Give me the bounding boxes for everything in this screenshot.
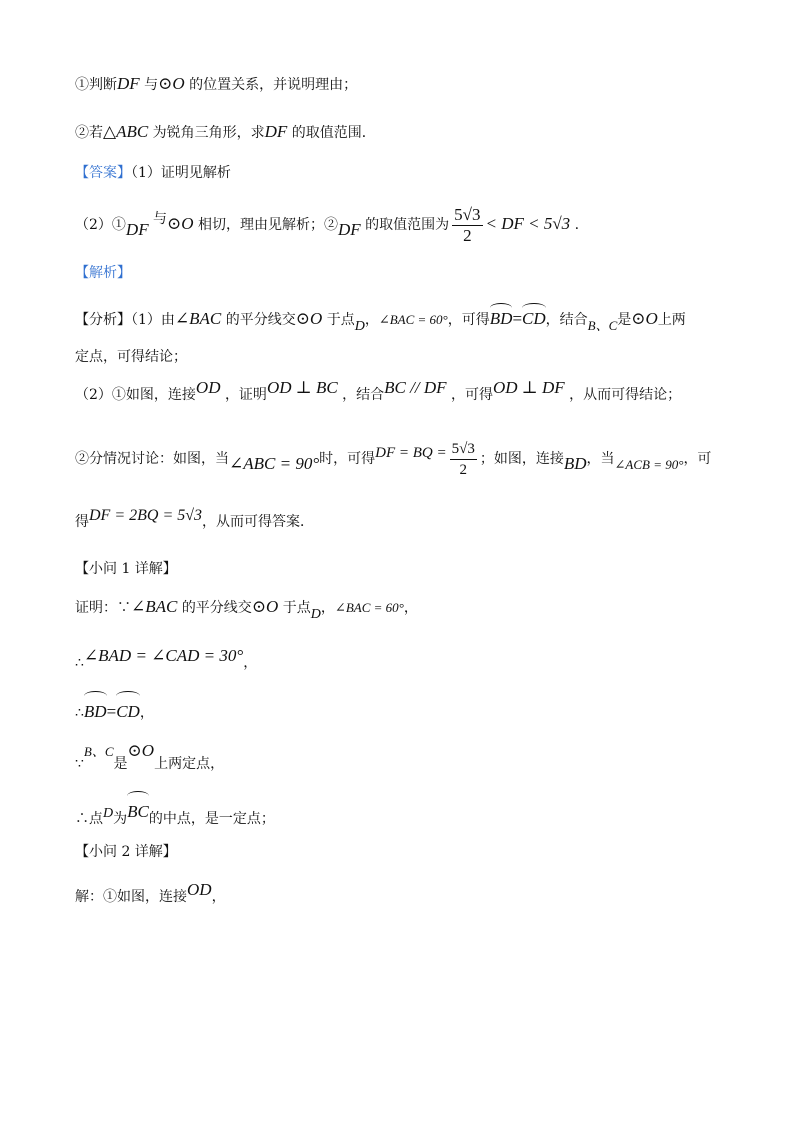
math-circle-o: ⊙O	[167, 214, 194, 233]
math-arc-bc: BC	[127, 792, 149, 827]
text: 解：①如图，连接	[75, 889, 187, 905]
text: 为	[113, 811, 128, 827]
text: 【分析】（1）由	[75, 312, 175, 328]
math-d: D	[103, 806, 114, 821]
fraction-denominator: 2	[459, 461, 467, 478]
math-od: OD	[195, 378, 221, 397]
math-arc-bd: BD	[490, 304, 513, 329]
part1-heading	[75, 559, 760, 579]
fraction-5sqrt3-over-2	[452, 205, 482, 246]
answer-tag: 【答案】	[75, 165, 131, 181]
math-d: D	[354, 319, 365, 334]
math-equals: =	[106, 702, 117, 721]
text: ，结合	[545, 312, 588, 328]
text: ∴	[75, 655, 84, 671]
math-od: OD	[187, 880, 212, 899]
text: （2）①如图，连接	[75, 387, 196, 403]
line-proof-2	[75, 641, 760, 671]
math-df-bq: DF = BQ =	[375, 445, 447, 461]
math-df: DF	[125, 220, 149, 239]
text: ，从而可得答案．	[202, 514, 315, 530]
text: 相切，理由见解析；②	[198, 217, 339, 233]
text: ，结合	[342, 387, 385, 403]
text: ，	[211, 889, 226, 905]
text: ①判断	[75, 77, 117, 93]
math-b-c: B、C	[587, 318, 618, 333]
text: ②若	[75, 125, 103, 141]
math-df: DF	[338, 220, 361, 239]
text: ②分情况讨论：如图，当	[75, 451, 229, 467]
line-analysis-2	[75, 347, 760, 367]
math-range: < DF < 5√3	[485, 214, 571, 233]
text: ，可得	[450, 387, 493, 403]
answer-line	[75, 163, 760, 183]
line-analysis-1	[75, 304, 760, 334]
math-df: DF	[117, 74, 140, 93]
fraction-5sqrt3-over-2	[450, 439, 477, 480]
fraction-numerator: 5√3	[450, 439, 477, 460]
line-solution-1	[75, 873, 760, 907]
text: 的平分线交	[181, 600, 252, 616]
text: 与	[144, 77, 159, 93]
text: 是	[617, 312, 632, 328]
math-d: D	[310, 607, 321, 622]
text: 为锐角三角形，求	[152, 125, 265, 141]
line-analysis-4	[75, 436, 760, 480]
answer-part2-line	[75, 204, 760, 244]
line-analysis-3	[75, 378, 760, 405]
text: ，	[243, 655, 258, 671]
math-angle-abc-90: ∠ABC = 90°	[229, 454, 320, 473]
math-circle-o: ⊙O	[295, 309, 323, 328]
text: 证明：∵	[75, 600, 131, 616]
math-od-perp-df: OD ⊥ DF	[492, 378, 565, 397]
text: 上两	[657, 312, 686, 328]
fraction-numerator: 5√3	[454, 204, 481, 224]
math-circle-o: ⊙O	[631, 309, 658, 328]
answer-text: （1）证明见解析	[131, 165, 231, 181]
math-circle-o: ⊙O	[158, 74, 185, 93]
math-bc-parallel-df: BC // DF	[384, 378, 447, 397]
math-bd: BD	[563, 454, 587, 473]
text: 的取值范围．	[291, 125, 376, 141]
text: ，	[403, 600, 418, 616]
math-angle-bac: ∠BAC	[174, 309, 222, 328]
math-circle-o: ⊙O	[127, 741, 155, 760]
text: 上两定点，	[154, 756, 225, 772]
fraction-denominator: 2	[463, 225, 472, 245]
text: ∵	[75, 756, 84, 772]
math-equals: =	[512, 309, 523, 328]
text: 的取值范围为	[365, 217, 450, 233]
math-arc-cd: CD	[116, 692, 140, 727]
line-acute-triangle	[75, 122, 760, 143]
text: ∴点	[75, 811, 103, 827]
math-df: DF	[264, 122, 288, 141]
text: 与	[153, 211, 168, 227]
line-judge-df	[75, 74, 760, 95]
text: ，可得	[447, 312, 490, 328]
math-angle-60: ∠BAC = 60°	[378, 312, 448, 327]
line-proof-1	[75, 597, 760, 622]
math-angle-acb-90: ∠ACB = 90°	[614, 457, 684, 472]
text: 的中点，是一定点；	[148, 811, 275, 827]
text: ；如图，连接	[479, 451, 564, 467]
math-arc-cd: CD	[522, 304, 546, 329]
math-df-2bq: DF = 2BQ = 5√3	[89, 507, 203, 524]
text: ，当	[586, 451, 615, 467]
text: 于点	[282, 600, 311, 616]
text: ，	[320, 600, 335, 616]
text: ，从而可得结论；	[569, 387, 682, 403]
text: ∴	[75, 705, 84, 721]
part2-tag: 【小问 2 详解】	[75, 844, 177, 860]
text: ，	[364, 312, 379, 328]
line-proof-5	[75, 792, 760, 827]
text: 是	[113, 756, 128, 772]
math-od-perp-bc: OD ⊥ BC	[266, 378, 338, 397]
text: 于点	[326, 312, 355, 328]
part1-tag: 【小问 1 详解】	[75, 561, 177, 577]
analysis-heading	[75, 263, 760, 283]
text: .	[574, 217, 580, 233]
line-proof-4	[75, 742, 760, 772]
math-arc-bd: BD	[84, 692, 107, 727]
text: ，	[139, 705, 154, 721]
math-angle-bad-cad: ∠BAD = ∠CAD = 30°	[83, 646, 244, 665]
analysis-tag: 【解析】	[75, 265, 131, 281]
text: ，可	[683, 451, 712, 467]
text: 定点，可得结论；	[75, 349, 187, 365]
line-proof-3	[75, 692, 760, 722]
text: 的平分线交	[225, 312, 296, 328]
text: ，证明	[224, 387, 267, 403]
line-analysis-5	[75, 507, 760, 532]
text: （2）①	[75, 217, 126, 233]
math-circle-o: ⊙O	[251, 597, 279, 616]
math-triangle-abc: △ABC	[103, 122, 149, 141]
text: 的位置关系，并说明理由；	[189, 77, 358, 93]
text: 时，可得	[319, 451, 376, 467]
math-angle-60: ∠BAC = 60°	[334, 600, 404, 615]
math-angle-bac: ∠BAC	[131, 597, 178, 616]
math-b-c: B、C	[83, 744, 114, 759]
text: 得	[75, 514, 89, 530]
part2-heading	[75, 842, 760, 862]
